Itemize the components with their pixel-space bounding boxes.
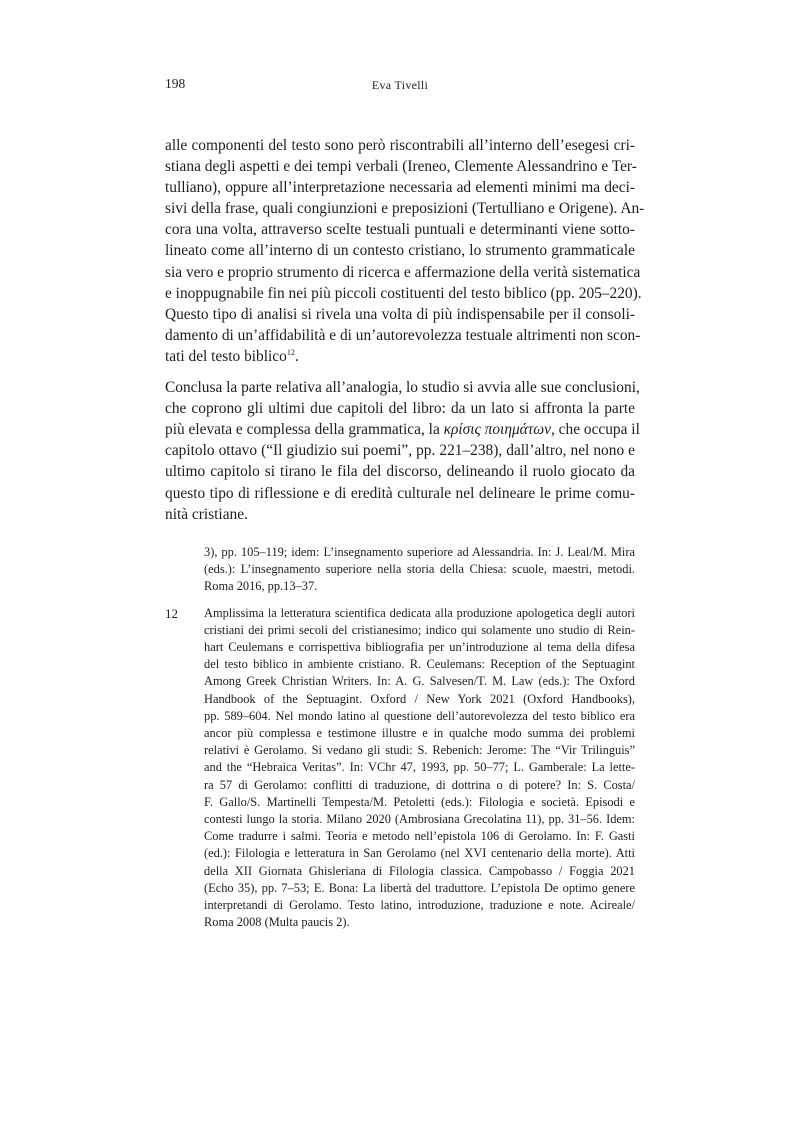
text-line: sia vero e proprio strumento di ricerca e affermazione della verità sistematica [165, 263, 641, 281]
text-line: alle componenti del testo sono però riscontrabili all’interno dell’esegesi cri- [165, 137, 635, 154]
footnote-line: interpretandi di Gerolamo. Testo latino, introduzione, traduzione e note. Acireale/ [204, 898, 635, 913]
footnote-text [204, 605, 635, 932]
text-line: tulliano), oppure all’interpretazione necessaria ad elementi minimi ma deci- [165, 179, 635, 197]
footnote-line: and the “Hebraica Veritas”. In: VChr 47, 1993, pp. 50–77; L. Gamberale: La lette- [204, 760, 635, 775]
footnote-line: (ed.): Filologia e letteratura in San Gerolamo (nel XVI centenario della morte). Atti [204, 846, 635, 861]
footnote-line: Among Greek Christian Writers. In: A. G. Salvesen/T. M. Law (eds.): The Oxford [204, 674, 635, 689]
text-line: che coprono gli ultimi due capitoli del libro: da un lato si affronta la parte [165, 400, 635, 418]
text-line: Conclusa la parte relativa all’analogia, lo studio si avvia alle sue conclusioni, [165, 379, 640, 397]
footnote-line: hart Ceulemans e corrispettiva bibliografia per un’introduzione al tema della difesa [204, 640, 635, 655]
text-line: stiana degli aspetti e dei tempi verbali (Ireneo, Clemente Alessandrino e Ter- [165, 158, 637, 176]
footnote-number: 12 [165, 605, 178, 621]
text-line-last: nità cristiane. [165, 505, 248, 523]
footnote-line: 3), pp. 105–119; idem: L’insegnamento superiore ad Alessandria. In: J. Leal/M. Mira [204, 545, 635, 559]
text-line: e inoppugnabile fin nei più piccoli costituenti del testo biblico (pp. 205–220). [165, 284, 642, 302]
text-line: questo tipo di riflessione e di eredità culturale nel delineare le prime comu- [165, 484, 635, 502]
footnote-line: pp. 589–604. Nel mondo latino al questione dell’autorevolezza del testo biblico era [204, 708, 635, 723]
paragraph-1 [165, 135, 645, 367]
page-number: 198 [165, 76, 186, 91]
running-header [165, 76, 635, 96]
running-title: Eva Tivelli [371, 78, 429, 92]
footnotes [165, 544, 635, 931]
footnote-line: ancor più complessa e testimone illustre e in qualche modo summa dei problemi [204, 726, 635, 741]
footnote-line: relativi è Gerolamo. Si vedano gli studi: S. Rebenich: Jerome: The “Vir Trilinguis” [204, 743, 635, 758]
text-line: sivi della frase, quali congiunzioni e preposizioni (Tertulliano e Origene). An- [165, 200, 645, 218]
text-line [165, 419, 640, 440]
text-line: cora una volta, attraverso scelte testuali puntuali e determinanti viene sotto- [165, 221, 635, 239]
footnote-line: Amplissima la letteratura scientifica dedicata alla produzione apologetica degli autori [204, 605, 635, 620]
text-fragment: più elevata e complessa della grammatica, la [165, 421, 444, 439]
text-line: lineato come all’interno di un contesto cristiano, lo strumento grammaticale [165, 242, 635, 260]
footnote-line: Come tradurre i salmi. Teoria e metodo nell’epistola 106 di Gerolamo. In: F. Gasti [204, 829, 635, 844]
text-fragment: tati del testo biblico [165, 347, 287, 365]
footnote-line: della XII Giornata Ghisleriana di Filologia classica. Campobasso / Foggia 2021 [204, 863, 635, 878]
text-line: capitolo ottavo (“Il giudizio sui poemi”, pp. 221–238), dall’altro, nel nono e [165, 442, 635, 460]
footnote-12 [165, 605, 635, 932]
footnote-continuation [204, 544, 635, 596]
footnote-ref-12[interactable]: 12 [286, 347, 295, 357]
footnote-line: ra 57 di Gerolamo: conflitti di traduzione, di dottrina o di potere? In: S. Costa/ [204, 777, 635, 792]
paragraph-2 [165, 377, 640, 525]
greek-phrase: κρίσις ποιημάτων [443, 421, 551, 439]
text-fragment: , che occupa il [550, 421, 640, 439]
footnote-line: contesti lungo la storia. Milano 2020 (Ambrosiana Grecolatina 11), pp. 31–56. Idem: [204, 812, 635, 827]
text-line: Questo tipo di analisi si rivela una volta di più indispensabile per il consoli- [165, 305, 635, 323]
footnote-line: (eds.): L’insegnamento superiore nella storia della Chiesa: scuole, maestri, metodi. [204, 562, 635, 577]
footnote-line: F. Gallo/S. Martinelli Tempesta/M. Petoletti (eds.): Filologia e società. Episodi e [204, 794, 635, 809]
footnote-line: cristiani dei primi secoli del cristianesimo; indico qui solamente uno studio di Rein- [204, 622, 635, 637]
footnote-line: del testo biblico in ambiente cristiano. R. Ceulemans: Reception of the Septuagint [204, 657, 635, 672]
text-line: ultimo capitolo si tirano le fila del discorso, delineando il ruolo giocato da [165, 463, 635, 481]
text-line: damento di un’affidabilità e di un’autorevolezza testuale altrimenti non scon- [165, 326, 641, 344]
footnote-line: Handbook of the Septuagint. Oxford / New York 2021 (Oxford Handbooks), [204, 691, 635, 706]
footnote-line: Roma 2008 (Multa paucis 2). [204, 915, 350, 930]
footnote-line: (Echo 35), pp. 7–53; E. Bona: La libertà del traduttore. L’epistola De optimo genere [204, 880, 635, 895]
text-line-last [165, 346, 635, 367]
main-text [165, 135, 645, 525]
footnote-line: Roma 2016, pp.13–37. [204, 579, 318, 594]
text-fragment: . [294, 347, 299, 365]
